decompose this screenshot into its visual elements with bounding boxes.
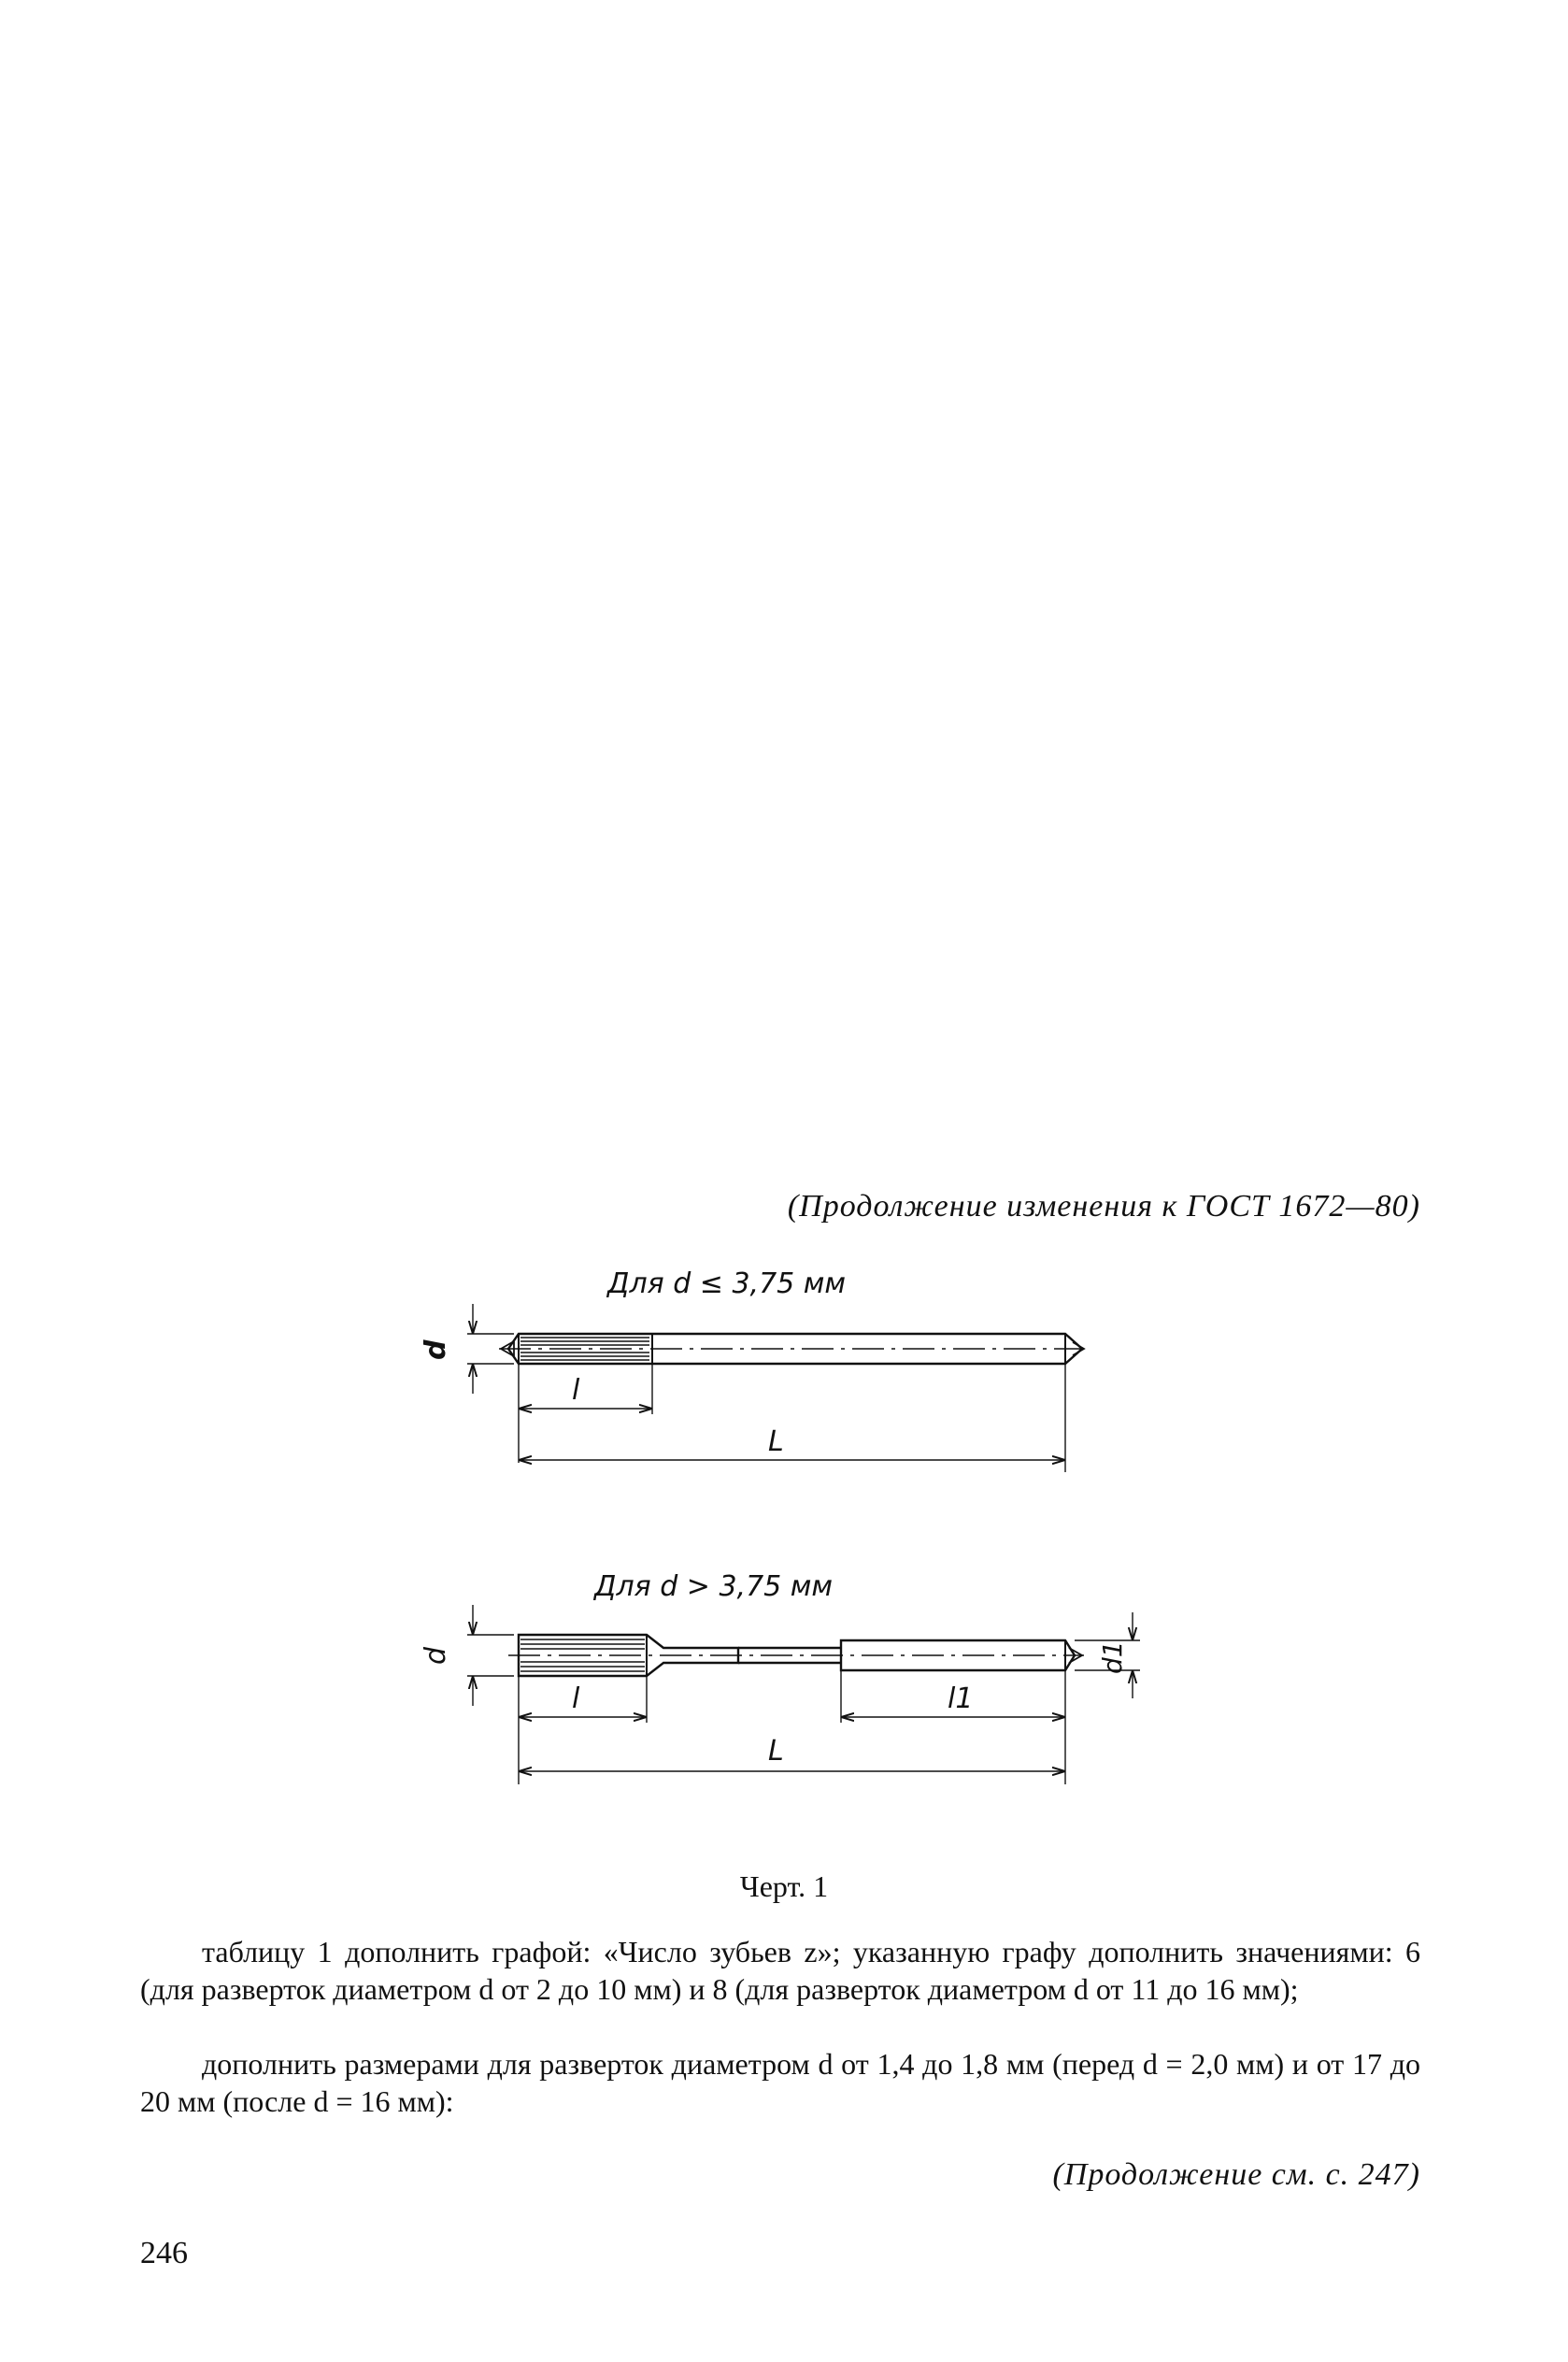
dim-d-bottom: d [420, 1646, 452, 1665]
top-figure-label: Для d ≤ 3,75 мм [607, 1267, 847, 1300]
technical-drawing [411, 1248, 1177, 1855]
continuation-footer: (Продолжение см. с. 247) [1052, 2157, 1420, 2192]
dim-L-top: L [768, 1425, 784, 1458]
continuation-header: (Продолжение изменения к ГОСТ 1672—80) [787, 1189, 1420, 1224]
bottom-figure-label: Для d > 3,75 мм [594, 1570, 834, 1603]
dim-l-top: l [572, 1374, 580, 1407]
dim-l1: l1 [948, 1682, 974, 1715]
dim-l-bottom: l [572, 1682, 580, 1715]
page-number: 246 [140, 2236, 188, 2270]
dim-d1: d1 [1097, 1640, 1128, 1674]
dim-d-top: d [420, 1339, 452, 1360]
dim-L-bottom: L [768, 1735, 784, 1768]
body-paragraph-1: таблицу 1 дополнить графой: «Число зубьев z»; указанную графу дополнить значениями: 6 (для разверток диаметром d от 2 до 10 мм) и 8 (для разверток диаметром d от 11 до 16 мм); [140, 1935, 1420, 2006]
figure-caption: Черт. 1 [739, 1869, 829, 1903]
reamer-small-diameter [420, 1267, 1084, 1472]
reamer-large-diameter [420, 1570, 1140, 1784]
body-paragraph-2: дополнить размерами для разверток диаметром d от 1,4 до 1,8 мм (перед d = 2,0 мм) и от 17 до 20 мм (после d = 16 мм): [140, 2047, 1420, 2118]
